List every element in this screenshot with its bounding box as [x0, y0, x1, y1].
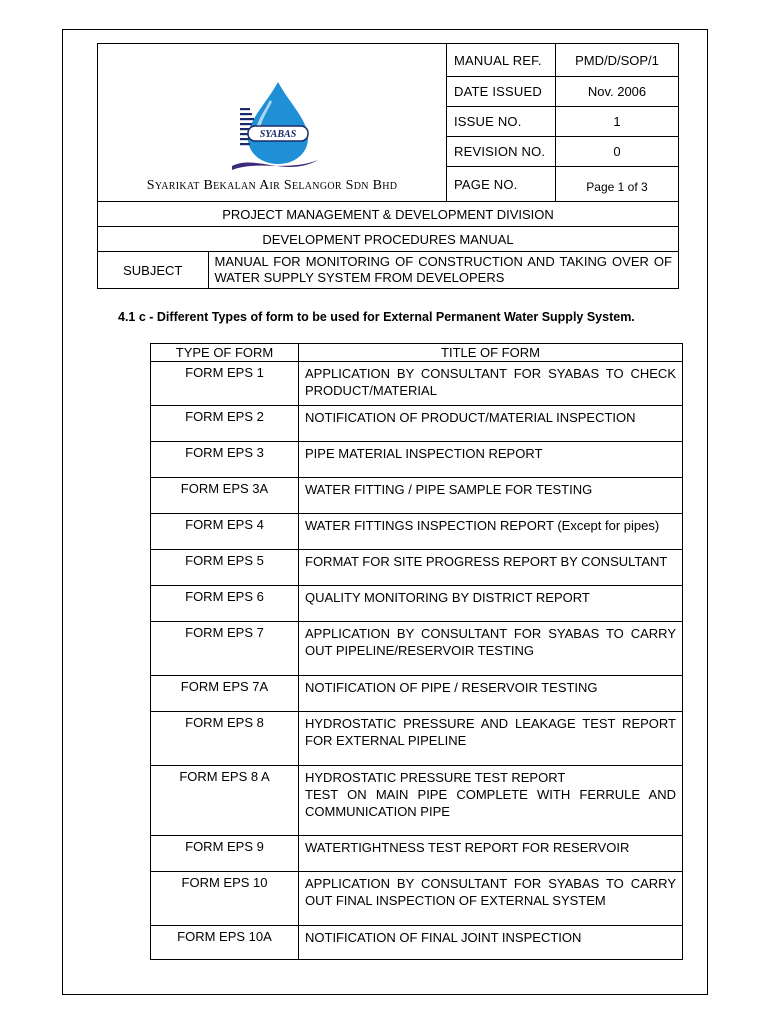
form-code-cell: FORM EPS 8: [151, 712, 299, 766]
form-title-cell: APPLICATION BY CONSULTANT FOR SYABAS TO CARRY OUT PIPELINE/RESERVOIR TESTING: [299, 622, 683, 676]
form-code-cell: FORM EPS 10: [151, 872, 299, 926]
table-row: [151, 586, 683, 622]
document-header: [97, 43, 679, 289]
form-code-cell: FORM EPS 5: [151, 550, 299, 586]
revision-no-label: REVISION NO.: [447, 137, 556, 167]
form-code-cell: FORM EPS 6: [151, 586, 299, 622]
column-header-type: TYPE OF FORM: [151, 344, 299, 362]
revision-no-value: 0: [556, 137, 679, 167]
form-title-cell: WATER FITTING / PIPE SAMPLE FOR TESTING: [299, 478, 683, 514]
svg-text:SYABAS: SYABAS: [259, 129, 297, 140]
column-header-title: TITLE OF FORM: [299, 344, 683, 362]
division-title: PROJECT MANAGEMENT & DEVELOPMENT DIVISION: [98, 202, 679, 227]
form-code-cell: FORM EPS 9: [151, 836, 299, 872]
form-title-cell: APPLICATION BY CONSULTANT FOR SYABAS TO CHECK PRODUCT/MATERIAL: [299, 362, 683, 406]
table-row: [151, 550, 683, 586]
form-code-cell: FORM EPS 2: [151, 406, 299, 442]
form-code-cell: FORM EPS 10A: [151, 926, 299, 960]
table-row: [151, 926, 683, 960]
syabas-logo-icon: [226, 80, 322, 176]
table-row: [151, 442, 683, 478]
date-issued-value: Nov. 2006: [556, 77, 679, 107]
form-code-cell: FORM EPS 1: [151, 362, 299, 406]
logo-cell: [98, 44, 447, 202]
form-title-cell: HYDROSTATIC PRESSURE TEST REPORT TEST ON MAIN PIPE COMPLETE WITH FERRULE AND COMMUNICATION PIPE: [299, 766, 683, 836]
form-title-cell: PIPE MATERIAL INSPECTION REPORT: [299, 442, 683, 478]
issue-no-value: 1: [556, 107, 679, 137]
table-row: [151, 622, 683, 676]
form-title-cell: NOTIFICATION OF FINAL JOINT INSPECTION: [299, 926, 683, 960]
company-name: Syarikat Bekalan Air Selangor Sdn Bhd: [146, 178, 398, 193]
form-code-cell: FORM EPS 7A: [151, 676, 299, 712]
table-row: [151, 406, 683, 442]
table-row: [151, 872, 683, 926]
issue-no-label: ISSUE NO.: [447, 107, 556, 137]
date-issued-label: DATE ISSUED: [447, 77, 556, 107]
table-row: [151, 514, 683, 550]
form-code-cell: FORM EPS 4: [151, 514, 299, 550]
form-title-cell: FORMAT FOR SITE PROGRESS REPORT BY CONSULTANT: [299, 550, 683, 586]
table-row: [151, 836, 683, 872]
table-row: [151, 362, 683, 406]
form-code-cell: FORM EPS 7: [151, 622, 299, 676]
manual-title: DEVELOPMENT PROCEDURES MANUAL: [98, 227, 679, 252]
table-row: [151, 676, 683, 712]
manual-ref-label: MANUAL REF.: [447, 44, 556, 77]
form-title-cell: HYDROSTATIC PRESSURE AND LEAKAGE TEST REPORT FOR EXTERNAL PIPELINE: [299, 712, 683, 766]
form-code-cell: FORM EPS 3A: [151, 478, 299, 514]
form-title-cell: WATERTIGHTNESS TEST REPORT FOR RESERVOIR: [299, 836, 683, 872]
section-title: 4.1 c - Different Types of form to be used for External Permanent Water Supply System.: [118, 310, 635, 324]
manual-ref-value: PMD/D/SOP/1: [556, 44, 679, 77]
form-title-cell: APPLICATION BY CONSULTANT FOR SYABAS TO CARRY OUT FINAL INSPECTION OF EXTERNAL SYSTEM: [299, 872, 683, 926]
form-title-cell: QUALITY MONITORING BY DISTRICT REPORT: [299, 586, 683, 622]
form-title-cell: WATER FITTINGS INSPECTION REPORT (Except for pipes): [299, 514, 683, 550]
subject-text: MANUAL FOR MONITORING OF CONSTRUCTION AND TAKING OVER OF WATER SUPPLY SYSTEM FROM DEVELOPERS: [214, 254, 672, 285]
form-title-cell: NOTIFICATION OF PRODUCT/MATERIAL INSPECTION: [299, 406, 683, 442]
table-row: [151, 712, 683, 766]
page-no-label: PAGE NO.: [447, 167, 556, 202]
forms-table: [150, 343, 683, 960]
form-code-cell: FORM EPS 3: [151, 442, 299, 478]
subject-label: SUBJECT: [98, 252, 208, 288]
table-row: [151, 478, 683, 514]
page-no-value: Page 1 of 3: [556, 167, 679, 202]
form-code-cell: FORM EPS 8 A: [151, 766, 299, 836]
table-row: [151, 766, 683, 836]
form-title-cell: NOTIFICATION OF PIPE / RESERVOIR TESTING: [299, 676, 683, 712]
forms-table-body: [151, 362, 683, 960]
